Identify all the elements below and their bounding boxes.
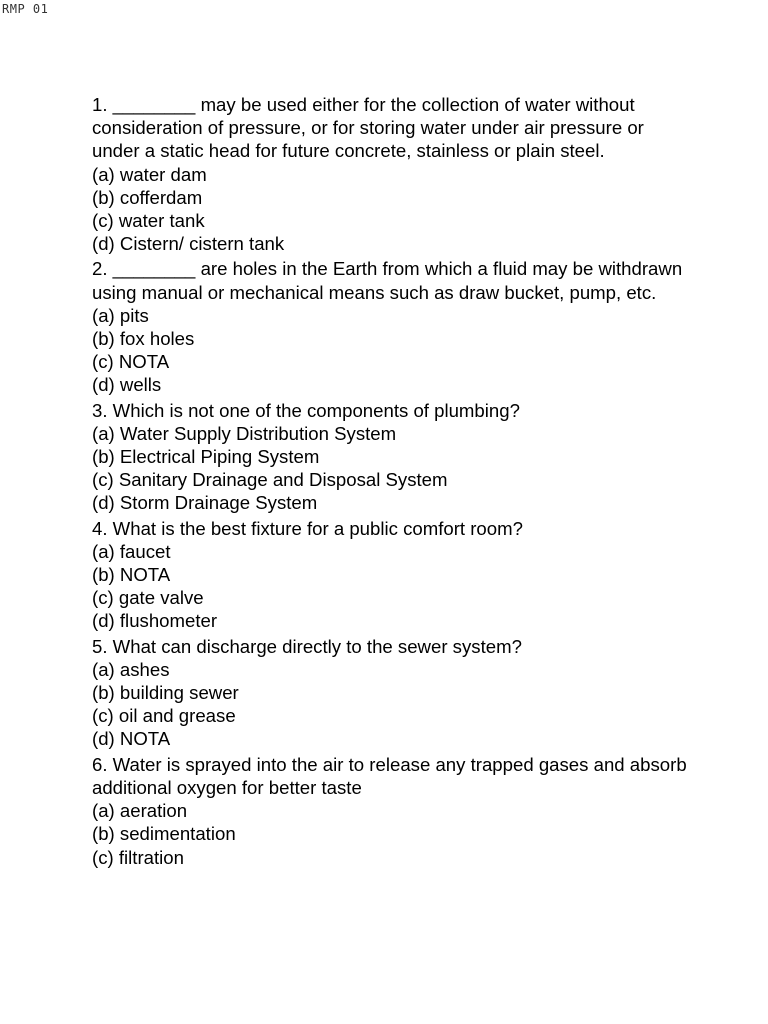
- choice-3b: (b) Electrical Piping System: [92, 446, 320, 468]
- choice-1d: (d) Cistern/ cistern tank: [92, 233, 285, 255]
- choice-5c: (c) oil and grease: [92, 705, 236, 727]
- question-block-2: [92, 257, 692, 396]
- choice-1b: (b) cofferdam: [92, 186, 203, 208]
- choice-4a: (a) faucet: [92, 540, 171, 562]
- question-block-6: [92, 753, 692, 869]
- choice-4b: (b) NOTA: [92, 564, 171, 586]
- question-block-1: [92, 93, 692, 255]
- question-text-5: 5. What can discharge directly to the sewer system?: [92, 635, 522, 657]
- choice-2a: (a) pits: [92, 304, 149, 326]
- choice-2d: (d) wells: [92, 374, 162, 396]
- choice-1a: (a) water dam: [92, 163, 207, 185]
- question-block-4: [92, 517, 692, 633]
- choice-4d: (d) flushometer: [92, 610, 218, 632]
- choice-6c: (c) filtration: [92, 846, 184, 868]
- choice-5b: (b) building sewer: [92, 682, 239, 704]
- question-text-3: 3. Which is not one of the components of plumbing?: [92, 399, 520, 421]
- question-text-1: 1. ________ may be used either for the collection of water without consideration of pressure, or for storing water under air pressure or under a static head for future concrete, stainless or plain steel.: [92, 94, 644, 162]
- question-block-5: [92, 635, 692, 751]
- question-text-2: 2. ________ are holes in the Earth from which a fluid may be withdrawn using manual or mechanical means such as draw bucket, pump, etc.: [92, 258, 683, 303]
- document-header-label: RMP 01: [2, 2, 49, 16]
- choice-3a: (a) Water Supply Distribution System: [92, 422, 397, 444]
- choice-6a: (a) aeration: [92, 800, 188, 822]
- question-block-3: [92, 399, 692, 515]
- choice-2b: (b) fox holes: [92, 328, 195, 350]
- question-text-6: 6. Water is sprayed into the air to release any trapped gases and absorb additional oxygen for better taste: [92, 753, 687, 798]
- choice-5a: (a) ashes: [92, 658, 170, 680]
- choice-2c: (c) NOTA: [92, 351, 170, 373]
- quiz-content: [92, 93, 692, 871]
- choice-1c: (c) water tank: [92, 210, 205, 232]
- choice-5d: (d) NOTA: [92, 728, 171, 750]
- question-text-4: 4. What is the best fixture for a public comfort room?: [92, 517, 523, 539]
- choice-3c: (c) Sanitary Drainage and Disposal System: [92, 469, 448, 491]
- choice-6b: (b) sedimentation: [92, 823, 236, 845]
- choice-3d: (d) Storm Drainage System: [92, 492, 318, 514]
- choice-4c: (c) gate valve: [92, 587, 204, 609]
